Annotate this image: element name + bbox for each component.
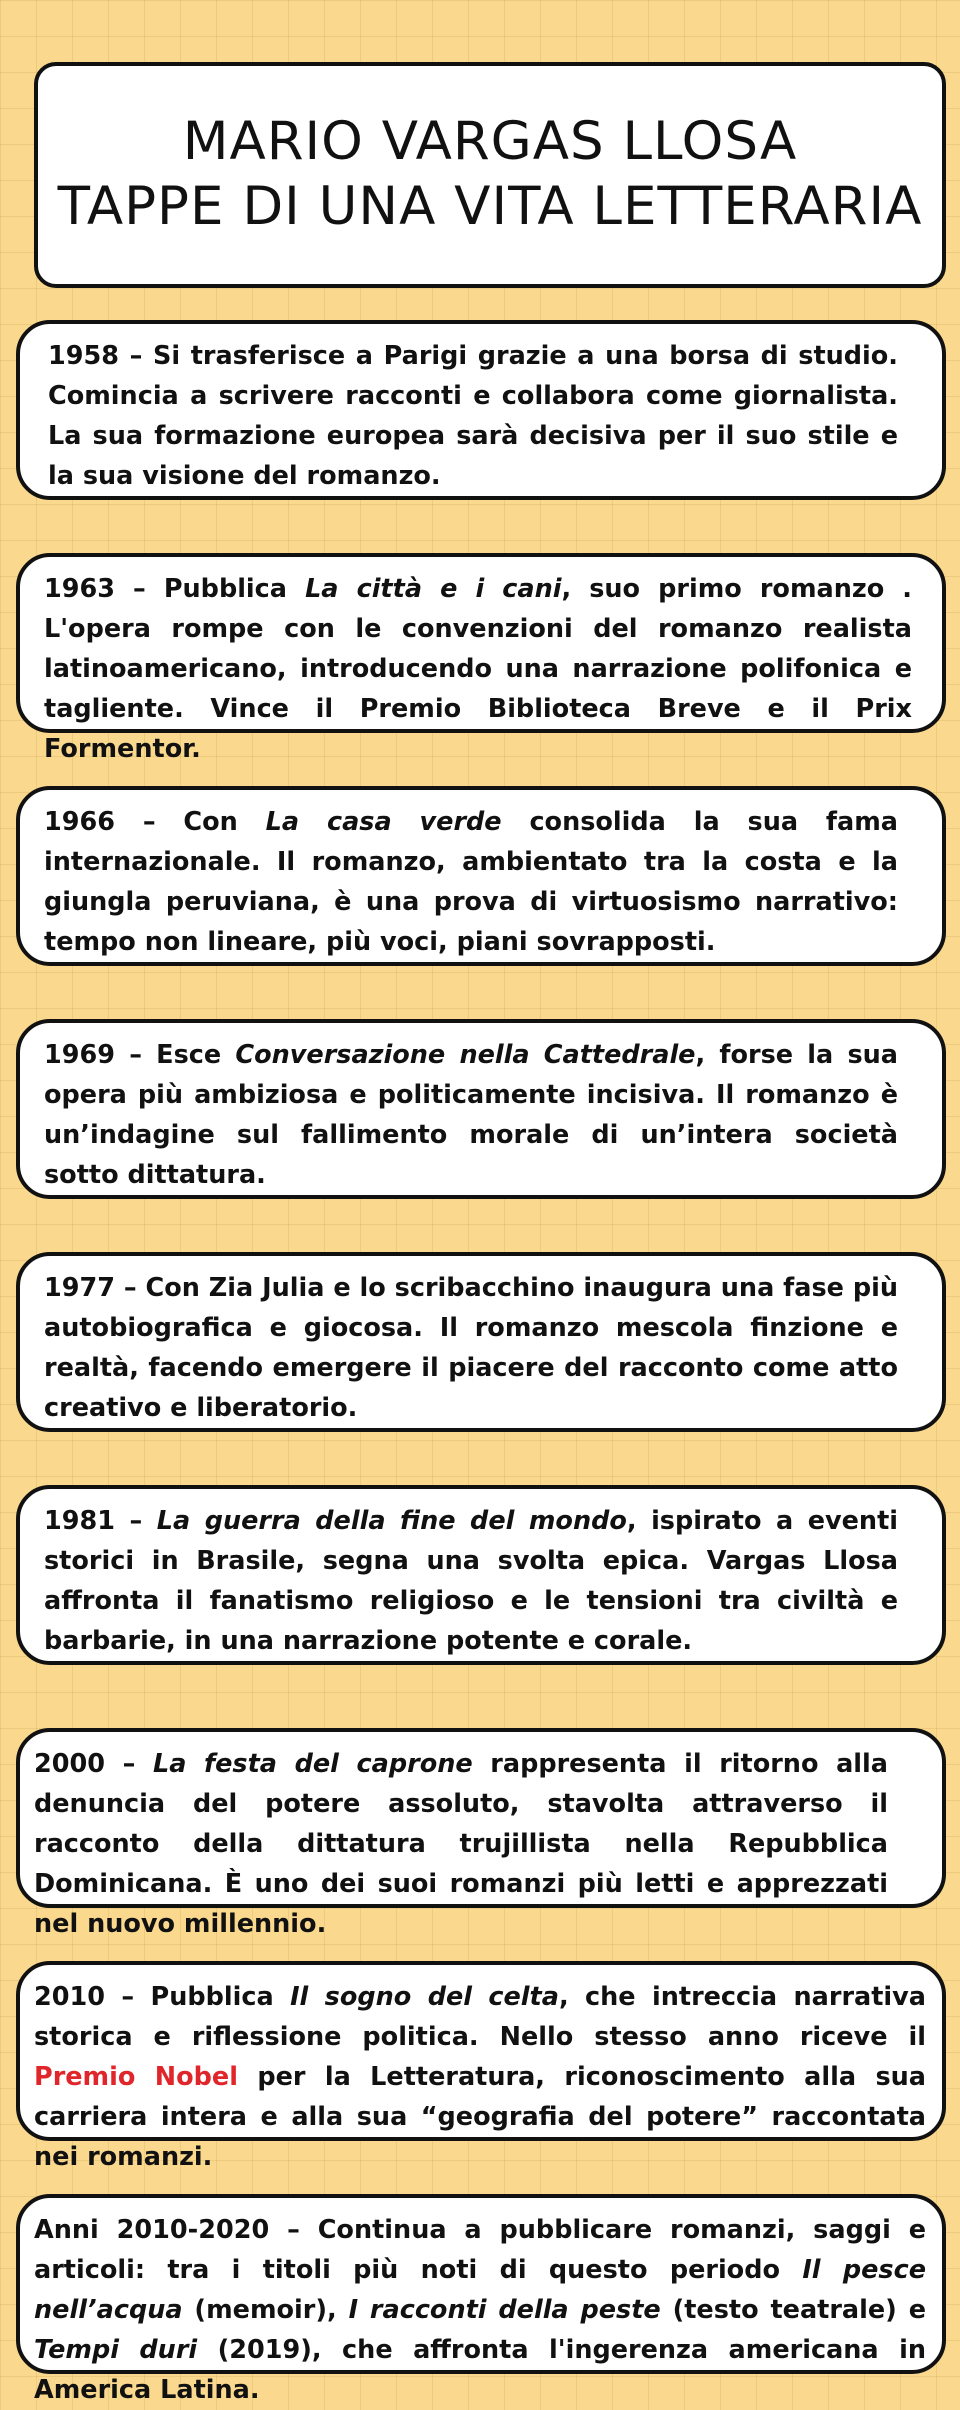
card-text: (testo teatrale) e <box>660 2295 926 2325</box>
card-text: 1977 – Con Zia Julia e lo scribacchino inaugura una fase più autobiografica e giocosa. Il romanzo mescola finzione e realtà, facendo emergere il piacere del racconto come atto creativo e liberatorio. <box>44 1273 898 1423</box>
card-text: (memoir), <box>182 2295 349 2325</box>
card-text: , suo primo romanzo . L'opera rompe con le convenzioni del romanzo realista latinoamericano, introducendo una narrazione polifonica e tagliente. Vince il Premio Biblioteca Breve e il Prix Formentor. <box>44 574 912 764</box>
card-text: 1958 – Si trasferisce a Parigi grazie a una borsa di studio. Comincia a scrivere racconti e collabora come giornalista. La sua formazione europea sarà decisiva per il suo stile e la sua visione del romanzo. <box>48 341 898 491</box>
card-text: , che intreccia narrativa storica e riflessione politica. Nello stesso anno riceve il <box>34 1982 926 2052</box>
book-title: La casa verde <box>265 807 502 837</box>
timeline-card-2000 <box>16 1728 946 1939</box>
card-text: 2000 – <box>34 1749 153 1779</box>
book-title: Tempi duri <box>34 2335 198 2365</box>
card-text: 1981 – <box>44 1506 157 1536</box>
book-title: La città e i cani <box>305 574 562 604</box>
book-title: Il sogno del celta <box>290 1982 559 2012</box>
card-text: Anni 2010-2020 – Continua a pubblicare romanzi, saggi e articoli: tra i titoli più noti di questo periodo <box>34 2215 926 2285</box>
card-text: (2019), che affronta l'ingerenza americana in America Latina. <box>34 2335 926 2405</box>
timeline-card-2010-2020 <box>16 2194 946 2405</box>
book-title: La guerra della fine del mondo <box>156 1506 627 1536</box>
card-text: , forse la sua opera più ambiziosa e politicamente incisiva. Il romanzo è un’indagine sul fallimento morale di un’intera società sotto dittatura. <box>44 1040 898 1190</box>
timeline-card-1981 <box>16 1485 946 1665</box>
card-text: consolida la sua fama internazionale. Il romanzo, ambientato tra la costa e la giungla peruviana, è una prova di virtuosismo narrativo: tempo non lineare, più voci, piani sovrapposti. <box>44 807 898 957</box>
timeline-card-1958 <box>16 320 946 500</box>
card-text: 1963 – Pubblica <box>44 574 306 604</box>
nobel-highlight: Premio Nobel <box>34 2062 238 2092</box>
card-text: 1969 – Esce <box>44 1040 236 1070</box>
card-text: rappresenta il ritorno alla denuncia del potere assoluto, stavolta attraverso il racconto della dittatura trujillista nella Repubblica Dominicana. È uno dei suoi romanzi più letti e apprezzati nel nuovo millennio. <box>34 1749 888 1939</box>
title-box <box>34 62 946 288</box>
book-title: I racconti della peste <box>348 2295 661 2325</box>
book-title: Il pesce nell’acqua <box>34 2255 927 2325</box>
timeline-card-1966 <box>16 786 946 966</box>
book-title: Conversazione nella Cattedrale <box>235 1040 696 1070</box>
book-title: La festa del caprone <box>152 1749 473 1779</box>
timeline-card-1977 <box>16 1252 946 1432</box>
card-text: 1966 – Con <box>44 807 266 837</box>
card-text: per la Letteratura, riconoscimento alla sua carriera intera e alla sua “geografia del potere” raccontata nei romanzi. <box>34 2062 926 2172</box>
card-text: , ispirato a eventi storici in Brasile, segna una svolta epica. Vargas Llosa affronta il fanatismo religioso e le tensioni tra civiltà e barbarie, in una narrazione potente e corale. <box>44 1506 898 1656</box>
timeline-card-2010 <box>16 1961 946 2172</box>
title-line-2: TAPPE DI UNA VITA LETTERARIA <box>57 176 923 237</box>
timeline-card-1963 <box>16 553 946 764</box>
timeline-card-1969 <box>16 1019 946 1199</box>
title-line-1: MARIO VARGAS LLOSA <box>182 111 798 173</box>
card-text: 2010 – Pubblica <box>34 1982 291 2012</box>
